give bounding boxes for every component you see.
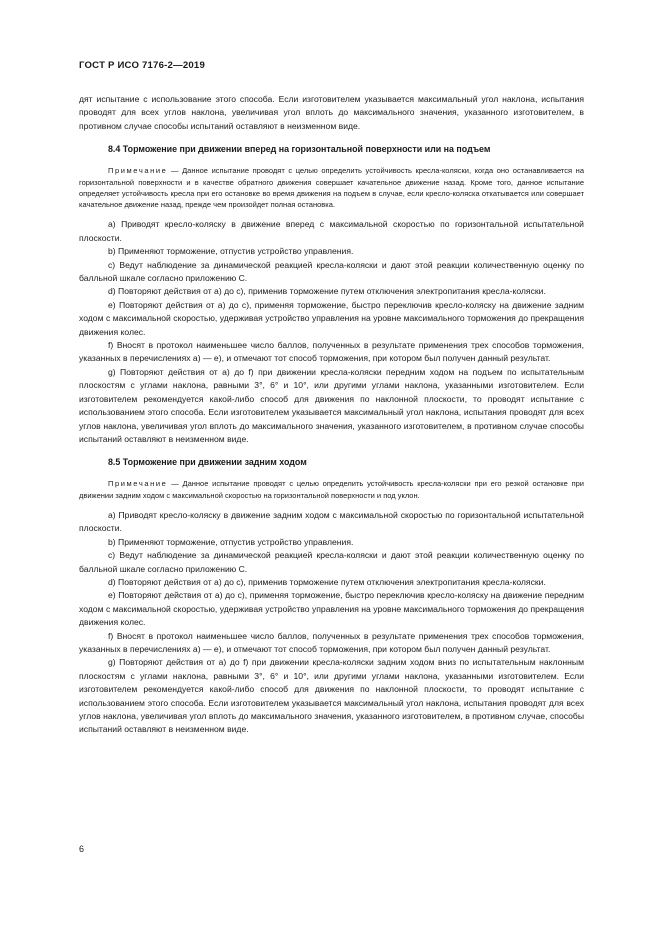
note-text: — Данное испытание проводят с целью определить устойчивость кресла-коляски, когда оно останавливается на горизонтальной поверхности и в качестве обратного движения совершает качательное движение назад. Кроме того, данное испытание определяет устойчивость кресла при его остановке во время движения на подъем в случае, если кресло-коляска откатывается или совершает качательное движение назад, прежде чем произойдет полная остановка. [79,166,584,210]
page-body [79,93,584,737]
section-8-4-note [79,165,584,210]
document-header: ГОСТ Р ИСО 7176-2—2019 [79,60,205,71]
list-item-8-5-e: e) Повторяют действия от а) до с), применяя торможение, быстро переключив кресло-коляску на движение передним ходом с максимальной скоростью, удерживая устройство управления на уровне максимального торможения до прекращения движения колес. [79,590,584,628]
section-8-5-heading: 8.5 Торможение при движении задним ходом [108,457,307,468]
page-number: 6 [79,844,85,854]
list-item-8-4-d: d) Повторяют действия от а) до с), применив торможение путем отключения электропитания кресла-коляски. [108,286,546,297]
section-8-4-heading: 8.4 Торможение при движении вперед на горизонтальной поверхности или на подъем [108,144,491,155]
list-item-8-5-b: b) Применяют торможение, отпустив устройство управления. [108,536,354,547]
note-label: Примечание [108,166,168,176]
list-item-8-5-g: g) Повторяют действия от а) до f) при движении кресла-коляски задним ходом вниз по испытательным наклонным плоскостям с углами наклона, равными 3°, 6° и 10°, или другими углами наклона, указанными изготовителем. Если изготовителем рекомендуется какой-либо способ для движения по наклонной плоскости, то проводят испытание с использованием этого способа. Если изготовителем указывается максимальный угол наклона, испытания проводят для всех углов наклона, увеличивая угол вплоть до максимального значения, указанного изготовителем, в противном случае, способы испытаний оставляют в неизменном виде. [79,657,584,735]
section-8-5-note [79,478,584,501]
list-item-8-5-a: a) Приводят кресло-коляску в движение задним ходом с максимальной скоростью по горизонтальной испытательной плоскости. [79,509,584,534]
list-item-8-5-f: f) Вносят в протокол наименьшее число баллов, полученных в результате применения трех способов торможения, указанных в перечислениях а) — е), и отмечают тот способ торможения, при котором был получен данный результат. [79,630,584,654]
list-item-8-4-c: c) Ведут наблюдение за динамической реакцией кресла-коляски и дают этой реакции количественную оценку по балльной шкале согласно приложению С. [79,259,584,284]
list-item-8-4-b: b) Применяют торможение, отпустив устройство управления. [108,246,354,257]
list-item-8-4-f: f) Вносят в протокол наименьшее число баллов, полученных в результате применения трех способов торможения, указанных в перечислениях а) — е), и отмечают тот способ торможения, при котором был получен данный результат. [79,340,584,364]
list-item-8-4-g: g) Повторяют действия от а) до f) при движении кресла-коляски передним ходом на подъем по испытательным плоскостям с углами наклона, равными 3°, 6° и 10°, или другими углами наклона, указанными изготовителем. Если изготовителем рекомендуется какой-либо способ для движения по наклонной плоскости, то проводят испытание с использованием этого способа. Если изготовителем указывается максимальный угол наклона, испытания проводят для всех углов наклона, увеличивая угол вплоть до максимального значения, указанного изготовителем, в противном случае способы испытаний оставляют в неизменном виде. [79,366,584,444]
list-item-8-5-c: c) Ведут наблюдение за динамической реакцией кресла-коляски и дают этой реакции количественную оценку по балльной шкале согласно приложению С. [79,550,584,574]
list-item-8-5-d: d) Повторяют действия от а) до с), применив торможение путем отключения электропитания кресла-коляски. [108,576,546,587]
note-label: Примечание [108,479,168,489]
list-item-8-4-a: a) Приводят кресло-коляску в движение вперед с максимальной скоростью по горизонтальной испытательной плоскости. [79,219,584,243]
note-text: — Данное испытание проводят с целью определить устойчивость кресла-коляски при его резкой остановке при движении задним ходом с максимальной скоростью на горизонтальной поверхности и под уклон. [79,479,584,500]
list-item-8-4-e: e) Повторяют действия от а) до с), применяя торможение, быстро переключив кресло-коляску на движение задним ходом с максимальной скоростью, удерживая устройство управления на уровне максимального торможения до прекращения движения колес. [79,299,584,337]
intro-paragraph: дят испытание с использование этого способа. Если изготовителем указывается максимальный угол наклона, испытания проводят для всех углов наклона, увеличивая угол вплоть до максимального значения, указанного изготовителем, в противном случае способы испытаний оставляют в неизменном виде. [79,94,584,131]
